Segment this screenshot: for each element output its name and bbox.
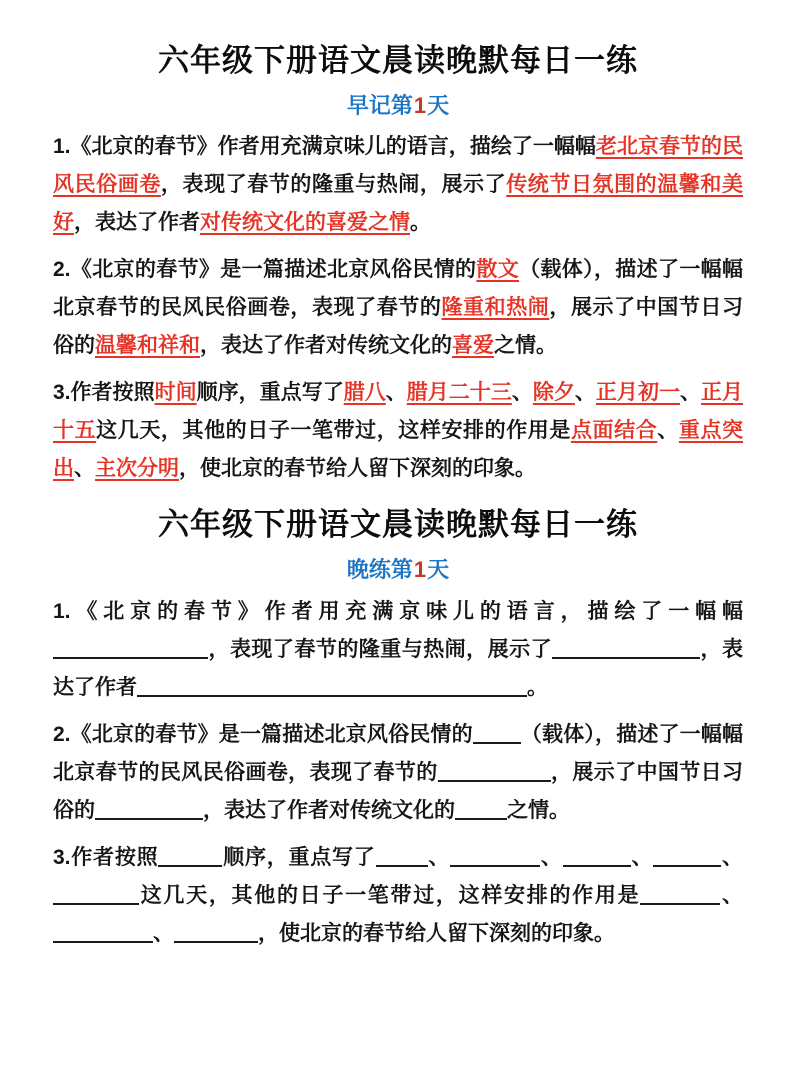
subtitle-prefix: 晚练第 (346, 557, 413, 582)
section-title: 六年级下册语文晨读晚默每日一练 (158, 43, 638, 78)
blank-line (455, 817, 507, 820)
blank-line (174, 940, 258, 943)
key-term: 温馨和祥和 (95, 334, 200, 358)
text-run: 。 (527, 675, 548, 699)
blank-line (95, 817, 203, 820)
blank-line (53, 656, 208, 659)
paragraph (53, 374, 743, 488)
key-term: 传统节日氛围的温馨和美好 (53, 173, 744, 235)
text-run: ，表达了作者 (53, 637, 744, 699)
text-run: 、 (679, 381, 701, 405)
text-run: 之情。 (494, 334, 557, 358)
key-term: 除夕 (532, 381, 575, 405)
key-term: 隆重和热闹 (441, 296, 550, 320)
paragraph-list (53, 593, 743, 953)
key-term: 重点突出 (53, 419, 744, 481)
text-run: ，表达了作者对传统文化的 (203, 798, 455, 822)
text-run: 顺序，重点写了 (222, 845, 376, 869)
key-term: 正月初一 (595, 381, 680, 405)
day-number: 1 (413, 92, 427, 118)
section-morning-memorize (53, 42, 743, 488)
text-run: 3.作者按照 (53, 381, 155, 405)
day-number: 1 (413, 557, 427, 582)
text-run: 、 (720, 883, 744, 907)
blank-line (563, 864, 631, 867)
key-term: 时间 (154, 381, 197, 405)
text-run: ，展示了中国节日习俗的 (53, 296, 744, 358)
section-evening-practice (53, 506, 743, 952)
paragraph (53, 593, 743, 707)
text-run: ，表达了作者 (74, 211, 200, 235)
paragraph (53, 839, 743, 953)
text-run: 3.作者按照 (53, 845, 159, 869)
subtitle-suffix: 天 (427, 557, 450, 582)
subtitle-suffix: 天 (427, 92, 450, 118)
blank-line (137, 694, 527, 697)
blank-line (53, 902, 139, 905)
blank-line (438, 779, 551, 782)
text-run: 、 (657, 419, 679, 443)
text-run: 、 (427, 845, 451, 869)
text-run: ，展示了中国节日习俗的 (53, 760, 744, 822)
text-run: ，表现了春节的隆重与热闹，展示了 (160, 173, 507, 197)
text-run: 、 (385, 381, 407, 405)
text-run: 这几天，其他的日子一笔带过，这样安排的作用是 (96, 419, 571, 443)
key-term: 老北京春节的民风民俗画卷 (53, 135, 743, 197)
text-run: 、 (74, 457, 95, 481)
text-run: ，表达了作者对传统文化的 (200, 334, 452, 358)
blank-line (376, 864, 428, 867)
paragraph-list (53, 128, 743, 488)
text-run: 、 (511, 381, 533, 405)
text-run: 、 (630, 845, 654, 869)
text-run: 、 (153, 921, 174, 945)
text-run: 这几天，其他的日子一笔带过，这样安排的作用是 (139, 883, 641, 907)
blank-line (653, 864, 721, 867)
key-term: 点面结合 (570, 419, 658, 443)
text-run: 、 (721, 845, 744, 869)
blank-line (640, 902, 720, 905)
text-run: 顺序，重点写了 (196, 381, 344, 405)
key-term: 散文 (476, 258, 520, 282)
text-run: 1.《北京的春节》作者用充满京味儿的语言，描绘了一幅幅 (53, 599, 743, 623)
key-term: 主次分明 (95, 457, 179, 481)
text-run: ，表现了春节的隆重与热闹，展示了 (208, 637, 553, 661)
blank-line (473, 741, 521, 744)
text-run: 、 (574, 381, 596, 405)
key-term: 喜爱 (452, 334, 494, 358)
paragraph (53, 128, 743, 242)
text-run: 、 (540, 845, 563, 869)
text-run: 2.《北京的春节》是一篇描述北京风俗民情的 (53, 722, 473, 746)
text-run: ，使北京的春节给人留下深刻的印象。 (258, 921, 615, 945)
key-term: 腊月二十三 (406, 381, 512, 405)
paragraph (53, 716, 743, 830)
blank-line (53, 940, 153, 943)
text-run: （载体），描述了一幅幅北京春节的民风民俗画卷，表现了春节的 (53, 258, 744, 320)
subtitle-prefix: 早记第 (346, 92, 413, 118)
key-term: 腊八 (343, 381, 386, 405)
key-term: 正月十五 (53, 381, 744, 443)
text-run: ，使北京的春节给人留下深刻的印象。 (179, 457, 536, 481)
text-run: 之情。 (507, 798, 570, 822)
blank-line (450, 864, 540, 867)
text-run: 2.《北京的春节》是一篇描述北京风俗民情的 (53, 258, 477, 282)
text-run: 。 (410, 211, 431, 235)
text-run: （载体），描述了一幅幅北京春节的民风民俗画卷，表现了春节的 (53, 722, 744, 784)
section-subtitle (53, 556, 743, 584)
text-run: 1.《北京的春节》作者用充满京味儿的语言，描绘了一幅幅 (53, 135, 596, 159)
paragraph (53, 251, 743, 365)
blank-line (552, 656, 700, 659)
section-subtitle (53, 92, 743, 120)
blank-line (158, 864, 222, 867)
key-term: 对传统文化的喜爱之情 (200, 211, 410, 235)
section-title: 六年级下册语文晨读晚默每日一练 (158, 507, 638, 543)
